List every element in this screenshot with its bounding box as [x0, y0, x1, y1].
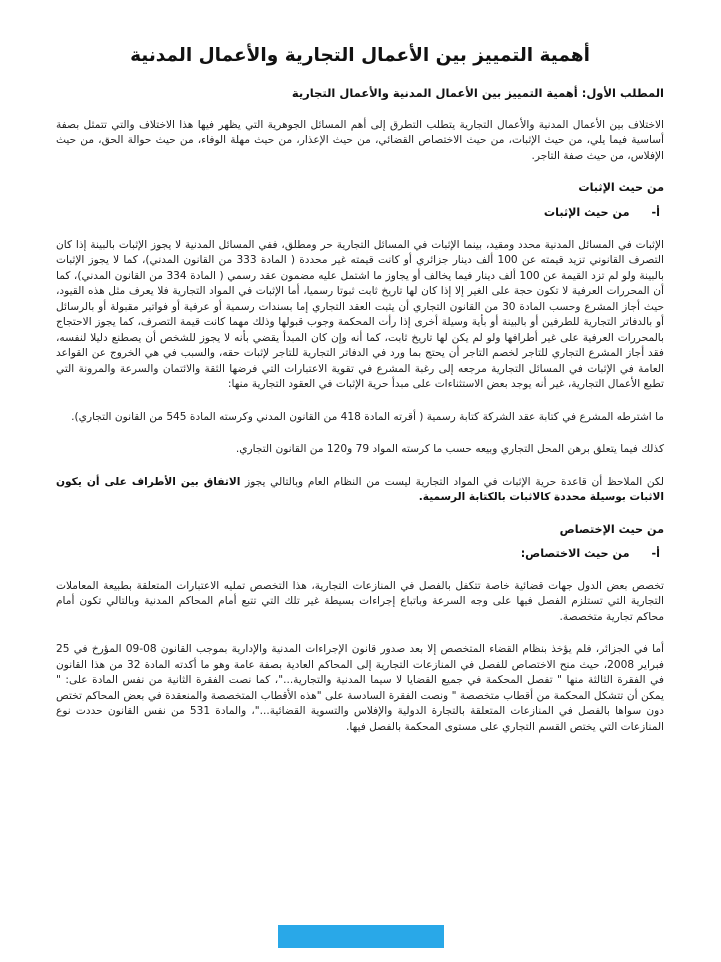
document-title: أهمية التمييز بين الأعمال التجارية والأعمال المدنية: [130, 45, 590, 66]
proof-item-label: من حيث الإثبات: [543, 206, 630, 220]
proof-paragraph-4-plain: لكن الملاحظ أن قاعدة حرية الإثبات في المواد التجارية ليست من النظام العام وبالتالي يجوز: [240, 475, 665, 488]
proof-paragraph-1: الإثبات في المسائل المدنية محدد ومقيد، بينما الإثبات في المسائل التجارية حر ومطلق، ففي المسائل المدنية لا يجوز الإثبات بالبينة إذا كان التصرف القانوني تزيد قيمته عن 100 ألف دينار جزائري أو كانت قيمته غير محددة ( المادة 333 من القانون المدني)، كما لا يجوز الإثبات بالبينة ولو لم تزد القيمة عن 100 ألف دينار فيما يخالف أو يجاوز ما اشتمل عليه مضمون عقد رسمي ( المادة 334 من القانون المدني)، كما أن المحررات العرفية لا تكون حجة على الغير إلا إذا كان لها تاريخ ثابت ثبوتا رسميا، أما الإثبات في المواد التجارية فلا يعرف مثل هذه القيود، حيث أجاز المشرع وحسب المادة 30 من القانون التجاري أن يثبت العقد التجاري إما بسندات رسمية أو عرفية أو فواتير مقبولة أو بالرسائل أو بالدفاتر التجارية للطرفين أو بالبينة أو بأية وسيلة أخرى إذا رأت المحكمة وجوب قبولها وذلك مهما كانت قيمة التصرف، كما يجوز الاحتجاج بالمحررات العرفية على غير أطرافها ولو لم يكن لها تاريخ ثابت، كما أنه وإن كان المبدأ يقضي بأنه لا يجوز للشخص أن يصطنع دليلا لنفسه، فقد أجاز المشرع التجاري للتاجر لخصم التاجر أن يحتج بما ورد في الدفاتر التجارية للتاجر لإثبات حقه، والسبب في هي الخروج عن القواعد العامة في الإثبات في المسائل التجارية مرجعه إلى رغبة المشرع في تقوية الاعتبارات التي فرضها الثقة والائتمان والسرعة والمرونة التي تطبع الأعمال التجارية، غير أنه يوجد بعض الاستثناءات على مبدأ حرية الإثبات في العقود التجارية منها:: [56, 238, 665, 391]
jurisdiction-paragraph-2: أما في الجزائر، فلم يؤخذ بنظام القضاء المتخصص إلا بعد صدور قانون الإجراءات المدنية والإدارية بموجب القانون 08-09 المؤرخ في 25 فبراير 2008، حيث منح الاختصاص للفصل في المنازعات التجارية إلى المحاكم العادية بصفة عامة وهو ما أكدته المادة 32 من هذا القانون في الفقرة الثالثة منها " تفصل المحكمة في جميع القضايا لا سيما المدنية والتجارية..."، كما نصت الفقرة الثانية من نفس المادة على: " يمكن أن تتشكل المحكمة من أقطاب متخصصة " ونصت الفقرة السادسة على "هذه الأقطاب المتخصصة والمنعقدة في بعض المحاكم تختص دون سواها بالفصل في المنازعات المتعلقة بالتجارة الدولية والإفلاس والتسوية القضائية..."، والمادة 531 من نفس القانون حددت نوع المنازعات التي يختص القسم التجاري على مستوى المحكمة بالفصل فيها.: [56, 643, 665, 733]
jurisdiction-item-marker: أ-: [651, 547, 660, 561]
proof-paragraph-3: كذلك فيما يتعلق برهن المحل التجاري وبيعه حسب ما كرسته المواد 79 و120 من القانون التجاري.: [235, 443, 664, 456]
proof-paragraph-2: ما اشترطه المشرع في كتابة عقد الشركة كتابة رسمية ( أقرته المادة 418 من القانون المدني وكرسته المادة 545 من القانون التجاري).: [71, 410, 664, 423]
jurisdiction-paragraph-1: تخصص بعض الدول جهات قضائية خاصة تتكفل بالفصل في المنازعات التجارية، هذا التخصص تمليه الاعتبارات المتعلقة بطبيعة المعاملات التجارية التي تستلزم الفصل فيها على وجه السرعة وباتباع إجراءات بسيطة غير تلك التي تتبع أمام المحاكم المدنية وبالتالي تكون أمام محاكم تجارية متخصصة.: [56, 579, 664, 623]
proof-heading: من حيث الإثبات: [578, 181, 664, 195]
proof-item: [56, 206, 664, 221]
jurisdiction-item-label: من حيث الاختصاص:: [520, 547, 630, 561]
document-page: [56, 44, 664, 735]
proof-paragraph-4-bold: الاتفاق بين الأطراف على أن يكون الاثبات بوسيلة محددة كالاثبات بالكتابة الرسمية.: [56, 475, 664, 504]
jurisdiction-heading: من حيث الإختصاص: [559, 522, 664, 536]
intro-paragraph: الاختلاف بين الأعمال المدنية والأعمال التجارية يتطلب التطرق إلى أهم المسائل الجوهرية التي يظهر فيها هذا الاختلاف والتي تتمثل بصفة أساسية فيما يلي، من حيث الإثبات، من حيث الاختصاص القضائي، من حيث الإعذار، من حيث مهلة الوفاء، من حيث حوالة الحق، من حيث الإفلاس، من حيث صفة التاجر.: [56, 118, 664, 162]
jurisdiction-item: [56, 547, 664, 562]
proof-item-marker: أ-: [651, 206, 660, 220]
section-subtitle: المطلب الأول: أهمية التمييز بين الأعمال المدنية والأعمال التجارية: [291, 86, 664, 101]
proof-paragraph-4: [56, 475, 664, 506]
page-footer-bar: [278, 925, 444, 948]
